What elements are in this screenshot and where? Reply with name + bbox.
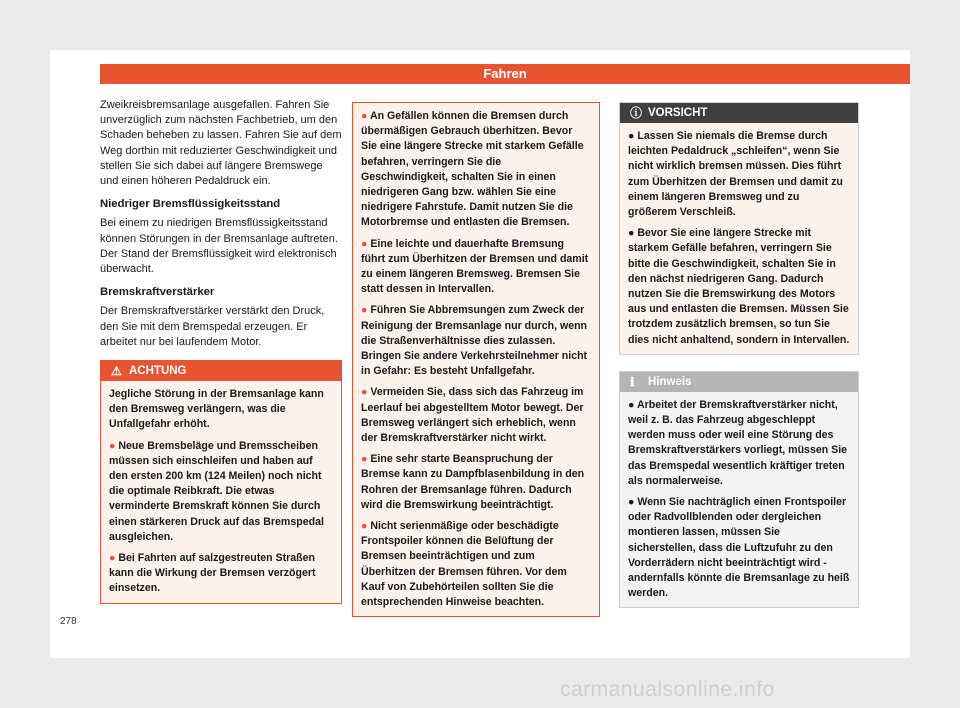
list-item: ● Führen Sie Abbremsungen zum Zweck der Reinigung der Bremsanlage nur durch, wenn die Straßenverhältnisse dies zulassen. Bringen Sie andere Verkehrsteilnehmer nicht in Gefahr: Es besteht Unfallgefahr. <box>361 304 588 378</box>
manual-page <box>50 50 910 658</box>
list-item: ● Vermeiden Sie, dass sich das Fahrzeug im Leerlauf bei abgestelltem Motor bewegt. Der Bremsweg verlängert sich erheblich, wenn der Bremskraftverstärker nicht wirkt. <box>361 386 584 445</box>
achtung-continued-box <box>352 102 600 617</box>
bullet-icon: ● <box>109 439 119 452</box>
list-item: ● Eine sehr starte Beanspruchung der Bremse kann zu Dampfblasenbildung in den Rohren der Bremsanlage führen. Dadurch wird die Bremswirkung beeinträchtigt. <box>361 453 585 511</box>
achtung-intro: Jegliche Störung in der Bremsanlage kann den Bremsweg verlängern, was die Unfallgefahr erhöht. <box>109 388 324 431</box>
achtung-body <box>101 381 341 603</box>
bullet-icon: ● <box>628 227 638 240</box>
hinweis-body <box>620 392 858 608</box>
list-item: ● Eine leichte und dauerhafte Bremsung führt zum Überhitzen der Bremsen und damit zu einem längeren Bremsweg. Bremsen Sie statt dessen in Intervallen. <box>361 237 589 296</box>
bullet-icon: ● <box>628 496 638 509</box>
vorsicht-title: VORSICHT <box>648 107 708 119</box>
brake-fluid-paragraph: Bei einem zu niedrigen Bremsflüssigkeitsstand können Störungen in der Bremsanlage auftreten. Der Stand der Bremsflüssigkeit wird elektronisch überwacht. <box>100 217 338 276</box>
warning-triangle-icon: ⚠ <box>111 364 122 379</box>
info-circle-icon: ⓘ <box>630 106 643 120</box>
bullet-icon: ● <box>628 398 637 411</box>
hinweis-header <box>620 372 858 392</box>
bullet-icon: ● <box>361 453 371 466</box>
achtung-box <box>100 360 342 604</box>
list-item: ● Neue Bremsbeläge und Bremsscheiben müssen sich einschleifen und haben auf den ersten 200 km (124 Meilen) noch nicht die optimale Reibkraft. Die etwas verminderte Bremskraft können Sie durch einen stärkeren Druck auf das Bremspedal ausgleichen. <box>109 439 324 543</box>
achtung-continued-body <box>353 103 599 616</box>
column-left <box>100 98 342 604</box>
list-item: ● Arbeitet der Bremskraftverstärker nicht, weil z. B. das Fahrzeug abgeschleppt werden muss oder weil eine Störung des Bremskraftverstärkers vorliegt, müssen Sie das Bremspedal wesentlich kräftiger treten als normalerweise. <box>628 398 848 487</box>
list-item: ● Wenn Sie nachträglich einen Frontspoiler oder Radvollblenden oder dergleichen montieren lassen, müssen Sie sicherstellen, dass die Luftzufuhr zu den Vorderrädern nicht beeinträchtigt wird - andernfalls könnte die Bremsanlage zu heiß werden. <box>628 496 850 600</box>
achtung-title: ACHTUNG <box>129 365 187 378</box>
achtung-header <box>101 361 341 381</box>
info-square-icon: ℹ <box>630 374 635 389</box>
vorsicht-header <box>620 103 858 123</box>
list-item: ● Nicht serienmäßige oder beschädigte Frontspoiler können die Belüftung der Bremsen beeinträchtigen und zum Überhitzen der Bremsen führen. Vor dem Kauf von Zubehörteilen sollten Sie die entsprechenden Hinweise beachten. <box>361 520 567 609</box>
vorsicht-body <box>620 123 858 354</box>
bullet-icon: ● <box>361 520 371 533</box>
watermark-text: carmanualsonline.info <box>560 678 775 701</box>
list-item: ● Bevor Sie eine längere Strecke mit starkem Gefälle befahren, verringern Sie bitte die Geschwindigkeit, schalten Sie in den nächst niedrigeren Gang. Dadurch nutzen Sie die Bremswirkung des Motors aus und entlasten die Bremsen. Müssen Sie trotzdem zusätzlich bremsen, so tun Sie dies nicht anhaltend, sondern in Intervallen. <box>628 227 850 346</box>
heading-brake-booster: Bremskraftverstärker <box>100 286 215 299</box>
bullet-icon: ● <box>361 304 371 317</box>
column-middle <box>352 102 600 617</box>
list-item: ● Lassen Sie niemals die Bremse durch leichten Pedaldruck „schleifen“, wenn Sie nicht wirklich bremsen müssen. Dies führt zum Überhitzen der Bremsen und damit zu einem längeren Bremsweg und zu größerem Verschleiß. <box>628 130 843 219</box>
bullet-icon: ● <box>361 110 370 122</box>
vorsicht-box <box>619 102 859 355</box>
bullet-icon: ● <box>361 237 371 250</box>
page-number: 278 <box>60 616 77 627</box>
section-header: Fahren <box>100 64 910 84</box>
hinweis-box <box>619 371 859 609</box>
list-item: ● Bei Fahrten auf salzgestreuten Straßen kann die Wirkung der Bremsen verzögert einsetzen. <box>109 552 316 595</box>
bullet-icon: ● <box>628 130 638 142</box>
heading-brake-fluid: Niedriger Bremsflüssigkeitsstand <box>100 198 281 211</box>
bullet-icon: ● <box>361 386 371 399</box>
column-right <box>619 102 859 608</box>
hinweis-title: Hinweis <box>648 375 692 388</box>
bullet-icon: ● <box>109 552 119 565</box>
brake-booster-paragraph: Der Bremskraftverstärker verstärkt den Druck, den Sie mit dem Bremspedal erzeugen. Er arbeitet nur bei laufendem Motor. <box>100 305 325 348</box>
list-item: ● An Gefällen können die Bremsen durch übermäßigen Gebrauch überhitzen. Bevor Sie eine längere Strecke mit starkem Gefälle befahren, verringern Sie die Geschwindigkeit, schalten Sie in einen niedrigeren Gang bzw. wählen Sie eine niedrigere Fahrstufe. Damit nutzen Sie die Motorbremse und entlasten die Bremsen. <box>361 110 584 229</box>
intro-paragraph: Zweikreisbremsanlage ausgefallen. Fahren Sie unverzüglich zum nächsten Fachbetrieb, um den Schaden beheben zu lassen. Fahren Sie auf dem Weg dorthin mit reduzierter Geschwindigkeit und stellen Sie sich dabei auf längere Bremswege und einen höheren Pedaldruck ein. <box>100 99 342 188</box>
